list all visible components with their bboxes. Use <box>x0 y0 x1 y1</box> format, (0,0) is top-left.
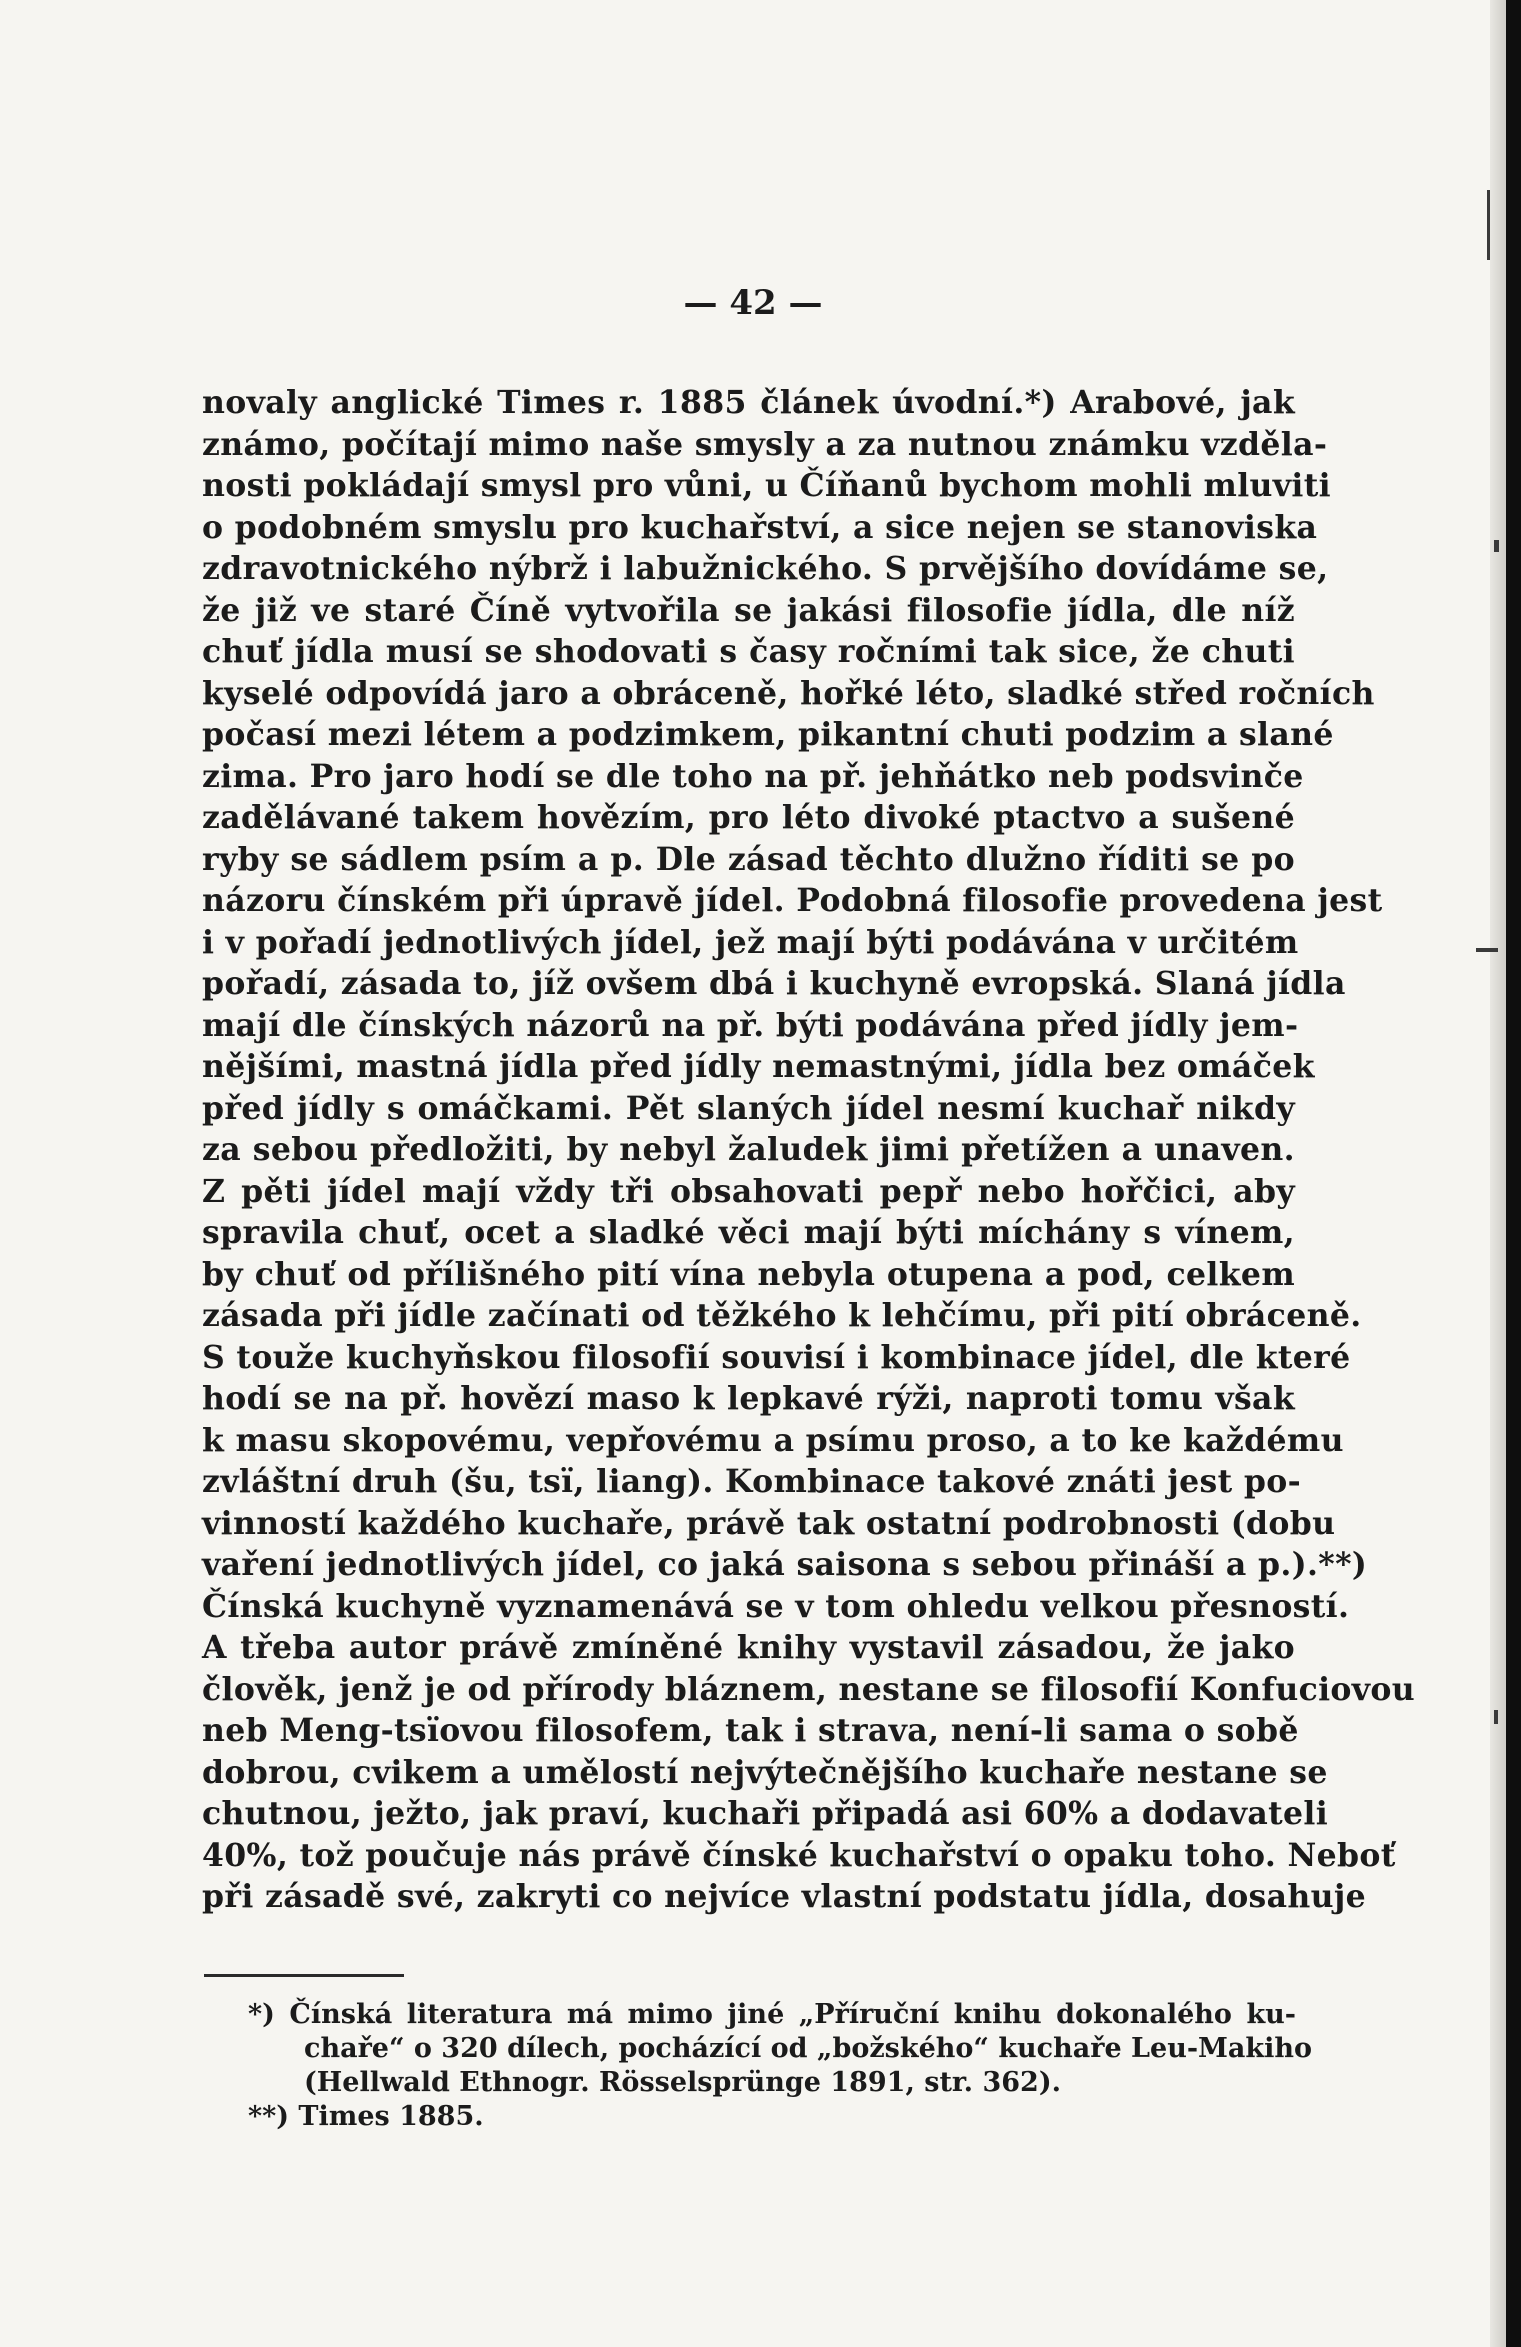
text-line: neb Meng-tsïovou filosofem, tak i strava, není-li sama o sobě <box>202 1712 1299 1749</box>
footnotes <box>248 1998 1313 2134</box>
text-line: ryby se sádlem psím a p. Dle zásad těchto dlužno říditi se po <box>202 840 1295 878</box>
text-line: 40%, tož poučuje nás právě čínské kuchařství o opaku toho. Neboť <box>202 1836 1396 1874</box>
text-line: mají dle čínských názorů na př. býti podávána před jídly jem- <box>202 1006 1299 1044</box>
text-line: zásada při jídle začínati od těžkého k lehčímu, při pití obráceně. <box>202 1297 1362 1334</box>
text-line: počasí mezi létem a podzimkem, pikantní chuti podzim a slané <box>202 716 1334 753</box>
text-line: o podobném smyslu pro kuchařství, a sice nejen se stanoviska <box>202 508 1318 546</box>
text-line: nějšími, mastná jídla před jídly nemastnými, jídla bez omáček <box>202 1048 1315 1085</box>
text-line: k masu skopovému, vepřovému a psímu proso, a to ke každému <box>202 1421 1344 1459</box>
text-line: člověk, jenž je od přírody bláznem, nestane se filosofií Konfuciovou <box>202 1670 1416 1708</box>
text-line: hodí se na př. hovězí maso k lepkavé rýži, naproti tomu však <box>202 1380 1295 1417</box>
text-line: by chuť od přílišného pití vína nebyla otupena a pod, celkem <box>202 1255 1295 1293</box>
footnote-line: chaře“ o 320 dílech, pocházící od „božského“ kuchaře Leu-Makiho <box>304 2033 1313 2064</box>
scan-mark <box>1476 948 1498 952</box>
text-line: zdravotnického nýbrž i labužnického. S prvějšího dovídáme se, <box>202 550 1329 587</box>
text-line: zvláštní druh (šu, tsï, liang). Kombinace takové znáti jest po- <box>202 1463 1302 1500</box>
text-line: i v pořadí jednotlivých jídel, jež mají býti podávána v určitém <box>202 923 1299 961</box>
text-line: pořadí, zásada to, jíž ovšem dbá i kuchyně evropská. Slaná jídla <box>202 965 1346 1002</box>
text-line: že již ve staré Číně vytvořila se jakási filosofie jídla, dle níž <box>202 591 1295 629</box>
text-line: dobrou, cvikem a umělostí nejvýtečnějšího kuchaře nestane se <box>202 1753 1328 1791</box>
text-line: vaření jednotlivých jídel, co jaká saisona s sebou přináší a p.).**) <box>202 1546 1368 1583</box>
text-line: spravila chuť, ocet a sladké věci mají býti míchány s vínem, <box>202 1214 1295 1251</box>
main-text <box>202 382 1416 1918</box>
text-line: zima. Pro jaro hodí se dle toho na př. jehňátko neb podsvinče <box>202 757 1304 795</box>
text-line: chutnou, ježto, jak praví, kuchaři připadá asi 60% a dodavateli <box>202 1795 1329 1832</box>
text-line: před jídly s omáčkami. Pět slaných jídel nesmí kuchař nikdy <box>202 1089 1295 1127</box>
text-line: za sebou předložiti, by nebyl žaludek jimi přetížen a unaven. <box>202 1131 1295 1168</box>
text-line: názoru čínském při úpravě jídel. Podobná filosofie provedena jest <box>202 882 1383 919</box>
page-number: — 42 — <box>683 283 823 323</box>
text-line: chuť jídla musí se shodovati s časy ročními tak sice, že chuti <box>202 633 1295 670</box>
text-line: Čínská kuchyně vyznamenává se v tom ohledu velkou přesností. <box>202 1587 1350 1625</box>
text-line: nosti pokládají smysl pro vůni, u Číňanů bychom mohli mluviti <box>202 467 1331 504</box>
footnote-line: **) Times 1885. <box>248 2101 484 2132</box>
text-line: novaly anglické Times r. 1885 článek úvodní.*) Arabové, jak <box>202 384 1295 421</box>
text-line: zadělávané takem hovězím, pro léto divoké ptactvo a sušené <box>202 799 1295 836</box>
scan-mark <box>1494 540 1499 552</box>
text-line: známo, počítají mimo naše smysly a za nutnou známku vzděla- <box>202 425 1328 463</box>
footnote-line: (Hellwald Ethnogr. Rösselsprünge 1891, str. 362). <box>304 2067 1062 2098</box>
text-line: A třeba autor právě zmíněné knihy vystavil zásadou, že jako <box>202 1629 1295 1666</box>
scan-mark <box>1494 1710 1498 1724</box>
text-line: S touže kuchyňskou filosofií souvisí i kombinace jídel, dle které <box>202 1338 1351 1376</box>
page-edge-shadow <box>1490 0 1506 2347</box>
footnote-separator <box>204 1974 404 1977</box>
text-line: při zásadě své, zakryti co nejvíce vlastní podstatu jídla, dosahuje <box>202 1878 1367 1915</box>
text-line: vinností každého kuchaře, právě tak ostatní podrobnosti (dobu <box>202 1504 1336 1542</box>
text-line: kyselé odpovídá jaro a obráceně, hořké léto, sladké střed ročních <box>202 674 1375 712</box>
footnote-line: *) Čínská literatura má mimo jiné „Příruční knihu dokonalého ku- <box>248 1999 1296 2030</box>
scan-mark <box>1487 190 1490 260</box>
text-line: Z pěti jídel mají vždy tři obsahovati pepř nebo hořčici, aby <box>202 1172 1295 1210</box>
